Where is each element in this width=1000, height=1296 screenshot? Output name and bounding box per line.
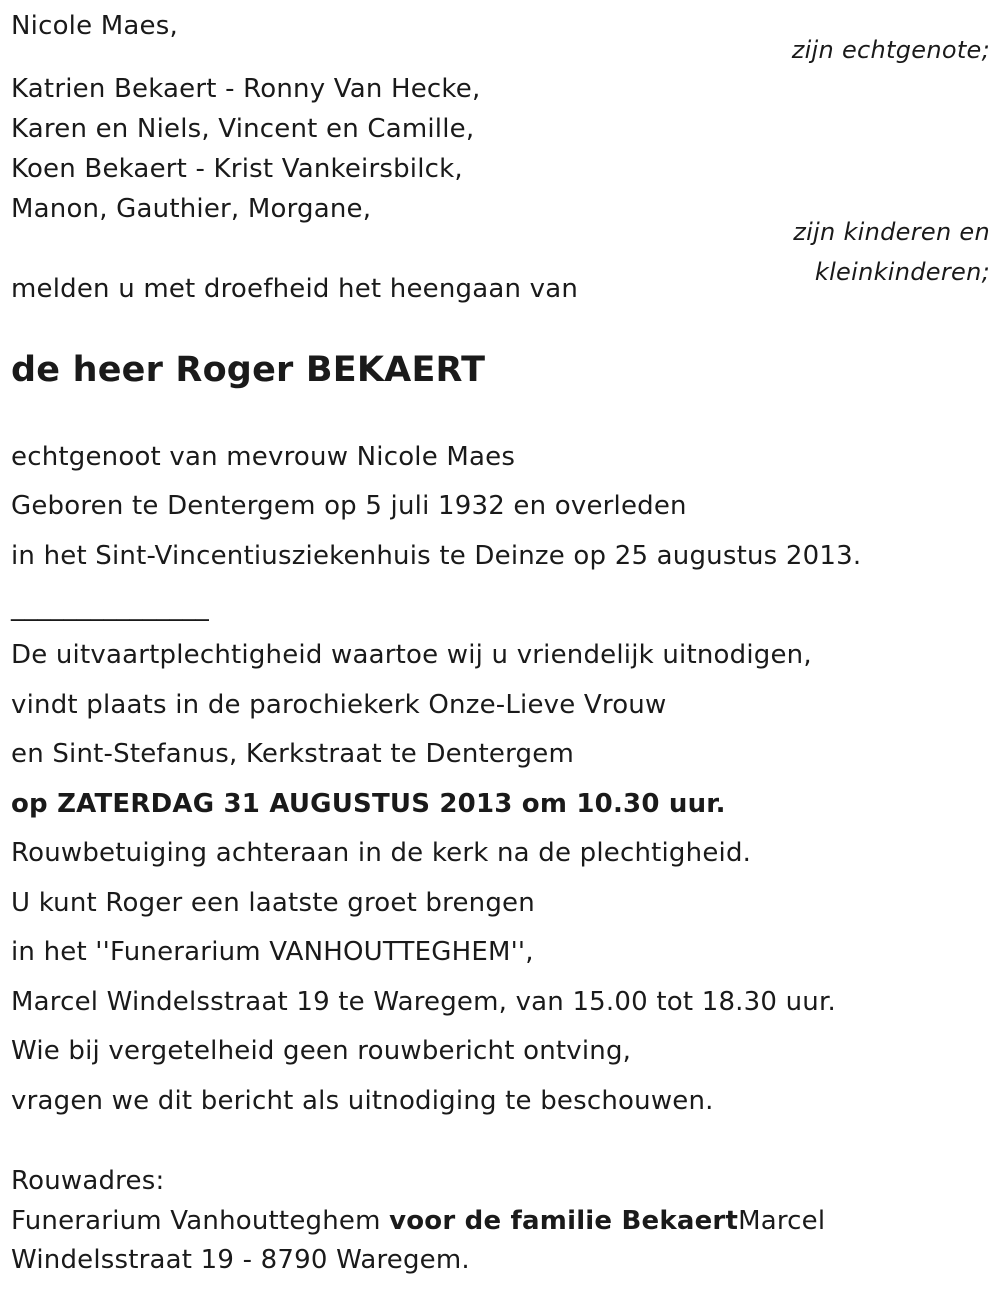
separator: _______________ — [11, 592, 209, 622]
ceremony-line-8: Marcel Windelsstraat 19 te Waregem, van 15.00 tot 18.30 uur. — [11, 987, 836, 1017]
mourning-address-suffix: Marcel — [738, 1206, 826, 1236]
ceremony-line-6: U kunt Roger een laatste groet brengen — [11, 888, 535, 918]
ceremony-line-5: Rouwbetuiging achteraan in de kerk na de plechtigheid. — [11, 838, 752, 868]
children-role-2: kleinkinderen; — [814, 258, 990, 286]
ceremony-line-9: Wie bij vergetelheid geen rouwbericht ontving, — [11, 1036, 632, 1066]
children-line-2: Karen en Niels, Vincent en Camille, — [11, 114, 475, 144]
detail-line-1: echtgenoot van mevrouw Nicole Maes — [11, 442, 516, 472]
mourning-address-line-1 — [11, 1206, 825, 1236]
ceremony-datetime: op ZATERDAG 31 AUGUSTUS 2013 om 10.30 uur. — [11, 789, 726, 819]
detail-line-2: Geboren te Dentergem op 5 juli 1932 en overleden — [11, 491, 687, 521]
detail-line-3: in het Sint-Vincentiusziekenhuis te Deinze op 25 augustus 2013. — [11, 541, 862, 571]
mourning-address-line-2: Windelsstraat 19 - 8790 Waregem. — [11, 1245, 470, 1275]
mourning-address-prefix: Funerarium Vanhoutteghem — [11, 1206, 390, 1236]
children-line-1: Katrien Bekaert - Ronny Van Hecke, — [11, 74, 481, 104]
children-line-4: Manon, Gauthier, Morgane, — [11, 194, 372, 224]
spouse-name: Nicole Maes, — [11, 11, 178, 41]
ceremony-line-10: vragen we dit bericht als uitnodiging te beschouwen. — [11, 1086, 714, 1116]
announcement-text: melden u met droefheid het heengaan van — [11, 274, 579, 304]
mourning-address-label: Rouwadres: — [11, 1166, 165, 1196]
mourning-address-family: voor de familie Bekaert — [389, 1206, 739, 1236]
deceased-title: de heer Roger BEKAERT — [11, 350, 486, 390]
children-line-3: Koen Bekaert - Krist Vankeirsbilck, — [11, 154, 463, 184]
children-role-1: zijn kinderen en — [793, 218, 990, 246]
ceremony-line-7: in het ''Funerarium VANHOUTTEGHEM'', — [11, 937, 534, 967]
ceremony-line-1: De uitvaartplechtigheid waartoe wij u vriendelijk uitnodigen, — [11, 640, 812, 670]
ceremony-line-3: en Sint-Stefanus, Kerkstraat te Dentergem — [11, 739, 574, 769]
ceremony-line-2: vindt plaats in de parochiekerk Onze-Lieve Vrouw — [11, 690, 667, 720]
spouse-role: zijn echtgenote; — [791, 36, 990, 64]
